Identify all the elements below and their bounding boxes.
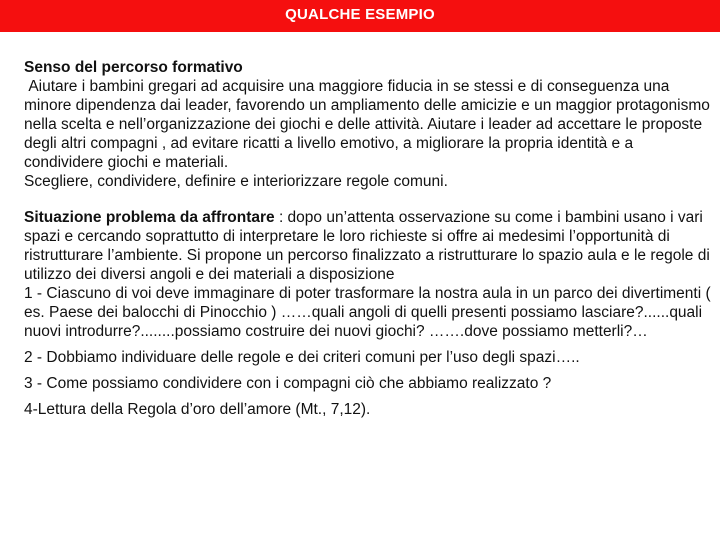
slide-content	[24, 58, 714, 419]
list-item-3: 3 - Come possiamo condividere con i compagni ciò che abbiamo realizzato ?	[24, 375, 552, 392]
paragraph-text: Aiutare i bambini gregari ad acquisire una maggiore fiducia in se stessi e di conseguenza una minore dipendenza dai leader, favorendo un ampliamento delle amicizie e un maggior protagonismo nella scelta e nell’organizzazione dei giochi e delle attività. Aiutare i leader ad accettare le proposte degli altri compagni , ad evitare ricatti a livello emotivo, a migliorare la propria identità e a condividere giochi e materiali.	[24, 78, 710, 171]
section-heading: Senso del percorso formativo	[24, 59, 243, 76]
problem-paragraph	[24, 208, 714, 284]
list-item-1: 1 - Ciascuno di voi deve immaginare di poter trasformare la nostra aula in un parco dei divertimenti ( es. Paese dei balocchi di Pinocchio ) ……quali angoli di quelli presenti possiamo lasciare?......quali nuovi introdurre?........possiamo costruire dei nuovi giochi? …….dove possiamo metterli?…	[24, 285, 711, 340]
section-paragraph	[24, 77, 714, 172]
list-item-2: 2 - Dobbiamo individuare delle regole e dei criteri comuni per l’uso degli spazi…..	[24, 349, 580, 366]
problem-label: Situazione problema da affrontare	[24, 209, 275, 226]
list-item-4: 4-Lettura della Regola d’oro dell’amore (Mt., 7,12).	[24, 401, 371, 418]
section-closing: Scegliere, condividere, definire e interiorizzare regole comuni.	[24, 173, 448, 190]
title-bar	[0, 0, 720, 32]
problem-text: : dopo un’attenta osservazione su come i bambini usano i vari spazi e cercando soprattutto di interpretare le loro richieste si offre ai medesimi l’opportunità di ristrutturare l’ambiente. Si propone un percorso finalizzato a ristrutturare lo spazio aula e le regole di utilizzo dei diversi angoli e dei materiali a disposizione	[24, 209, 710, 283]
page-title: QUALCHE ESEMPIO	[285, 6, 435, 23]
